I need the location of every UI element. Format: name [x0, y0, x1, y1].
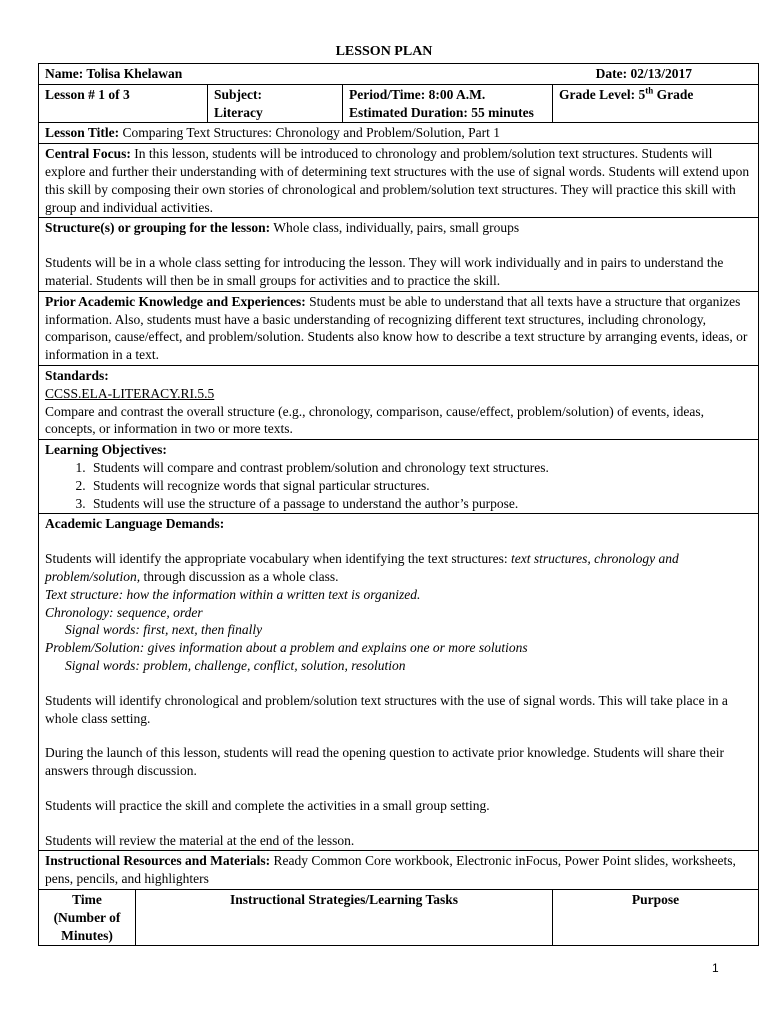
info-row: [39, 84, 759, 123]
paragraph: Students will practice the skill and complete the activities in a small group setting.: [45, 797, 490, 813]
objectives-list: [45, 459, 752, 512]
central-focus-row: [39, 144, 759, 218]
objectives-row: [39, 440, 759, 514]
resources-row: [39, 851, 759, 890]
prior-knowledge-row: [39, 291, 759, 365]
lesson-number: Lesson # 1 of 3: [39, 84, 208, 123]
central-focus-label: Central Focus:: [45, 146, 131, 162]
subject-label: Subject:: [214, 86, 262, 102]
def-problem-signal: Signal words: problem, challenge, conflict, solution, resolution: [65, 657, 406, 673]
column-header-time: Time (Number of Minutes): [39, 890, 136, 946]
paragraph: Students will identify chronological and problem/solution text structures with the use of signal words. This will take place in a whole class setting.: [45, 692, 728, 726]
structure-row: [39, 218, 759, 291]
subject-value: Literacy: [214, 104, 263, 120]
structure-detail: Students will be in a whole class setting for introducing the lesson. They will work individually and in pairs to understand the material. Students will then be in small groups for activities and to practice the skill.: [45, 255, 724, 288]
period-time: Period/Time: 8:00 A.M.: [349, 86, 486, 102]
lesson-title: Comparing Text Structures: Chronology and Problem/Solution, Part 1: [119, 125, 501, 141]
tasks-header-row: [39, 890, 759, 946]
objectives-label: Learning Objectives:: [45, 442, 167, 458]
language-demands-row: [39, 514, 759, 851]
structure-label: Structure(s) or grouping for the lesson:: [45, 220, 271, 236]
page-title: LESSON PLAN: [335, 44, 433, 59]
list-item: 3. Students will use the structure of a passage to understand the author’s purpose.: [89, 495, 752, 513]
central-focus-text: In this lesson, students will be introduced to chronology and problem/solution text structures. Students will explore and further their understanding with of determining text structures with the use of signal words. Students will extend upon this skill by composing their own stories of chronological and problem/solution text structures. They will practice this skill with group and individual activities.: [45, 146, 750, 215]
def-problem-solution: Problem/Solution: gives information about a problem and explains one or more solutions: [45, 640, 528, 656]
standards-label: Standards:: [45, 367, 109, 383]
page-number: 1: [712, 961, 719, 975]
standards-code-link[interactable]: CCSS.ELA-LITERACY.RI.5.5: [45, 385, 215, 401]
resources-label: Instructional Resources and Materials:: [45, 853, 271, 869]
lesson-plan-table: [38, 63, 759, 946]
prior-knowledge-label: Prior Academic Knowledge and Experiences:: [45, 293, 306, 309]
prior-knowledge-text: Students must be able to understand that all texts have a structure that organizes information. Also, students must have a basic understanding of recognizing different text structures, including chronology, comparison, cause/effect, and problem/solution. Students also know how to describe a text structure by arranging events, ideas, or information in a text.: [45, 293, 748, 363]
lesson-title-row: [39, 123, 759, 144]
paragraph: Students will review the material at the end of the lesson.: [45, 832, 355, 848]
grade-level: Grade Level: 5th Grade: [553, 84, 759, 123]
lesson-title-label: Lesson Title:: [45, 125, 120, 141]
column-header-purpose: Purpose: [553, 890, 759, 946]
paragraph: During the launch of this lesson, students will read the opening question to activate prior knowledge. Students will share their answers through discussion.: [45, 745, 724, 779]
standards-row: [39, 365, 759, 439]
structure-text: Whole class, individually, pairs, small groups: [270, 220, 520, 236]
list-item: 2. Students will recognize words that signal particular structures.: [89, 477, 752, 495]
standards-text: Compare and contrast the overall structure (e.g., chronology, comparison, cause/effect, problem/solution) of events, ideas, concepts, or information in two or more texts.: [45, 403, 705, 437]
list-item: 1. Students will compare and contrast problem/solution and chronology text structures.: [89, 459, 752, 477]
def-chronology-signal: Signal words: first, next, then finally: [65, 622, 263, 638]
lesson-date: Date: 02/13/2017: [595, 66, 692, 81]
def-text-structure: Text structure: how the information within a written text is organized.: [45, 586, 421, 602]
name-row: [39, 64, 759, 85]
language-demands-label: Academic Language Demands:: [45, 516, 225, 532]
language-intro: Students will identify the appropriate vocabulary when identifying the text structures: text structures, chronology and problem/solution, through discussion as a whole class.: [45, 551, 679, 584]
def-chronology: Chronology: sequence, order: [45, 604, 203, 620]
resources-text: Ready Common Core workbook, Electronic inFocus, Power Point slides, worksheets, pens, pencils, and highlighters: [45, 853, 736, 887]
teacher-name: Name: Tolisa Khelawan: [45, 66, 183, 81]
column-header-strategies: Instructional Strategies/Learning Tasks: [136, 890, 553, 946]
estimated-duration: Estimated Duration: 55 minutes: [349, 104, 534, 120]
